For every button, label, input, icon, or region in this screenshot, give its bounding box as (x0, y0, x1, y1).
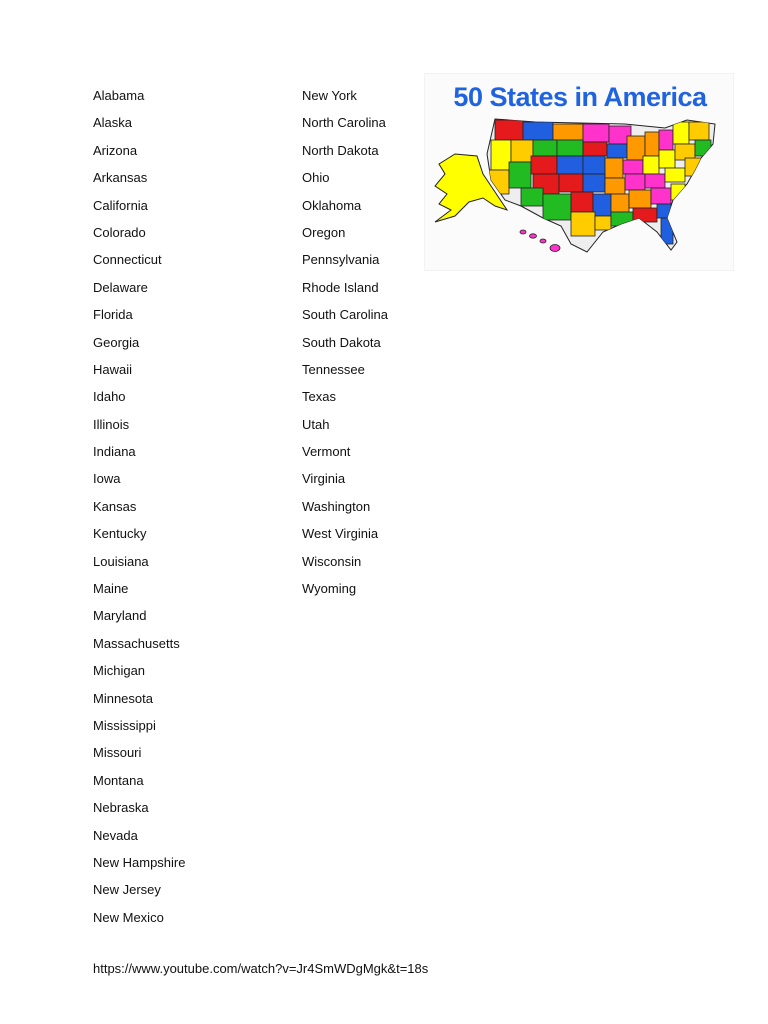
state-list-item: West Virginia (302, 526, 379, 542)
state-tile (571, 192, 593, 212)
state-list-item: North Dakota (302, 142, 379, 158)
state-list-item: Texas (302, 389, 336, 405)
state-list-item: Georgia (93, 334, 140, 350)
state-list-item: Iowa (93, 471, 121, 487)
footer-url-link[interactable]: https://www.youtube.com/watch?v=Jr4SmWDgMgk&t=18s (93, 961, 429, 976)
state-tile (685, 158, 701, 176)
state-list-item: Alabama (93, 88, 145, 103)
states-list-column-2 (302, 82, 388, 602)
state-list-item: Minnesota (93, 690, 153, 706)
state-list-item: Utah (302, 416, 330, 432)
state-tile (571, 212, 595, 236)
state-tile (605, 158, 623, 178)
state-tile (583, 156, 605, 174)
state-list-item: Maine (93, 581, 129, 597)
state-list-item: Washington (302, 498, 371, 514)
state-list-item: South Carolina (302, 307, 388, 323)
state-list-item: Arizona (93, 142, 138, 158)
state-list-item: Louisiana (93, 553, 149, 569)
state-tile (559, 174, 583, 192)
state-tile (605, 178, 625, 194)
us-states-map (425, 114, 735, 264)
state-list-item: Rhode Island (302, 279, 379, 295)
state-tile (629, 190, 651, 208)
state-list-item: Indiana (93, 444, 136, 460)
state-tile (583, 174, 605, 192)
states-list-column-1 (93, 82, 185, 931)
state-tile (643, 156, 659, 174)
state-list-item: Arkansas (93, 170, 148, 186)
state-tile (583, 124, 609, 142)
state-tile (651, 188, 671, 204)
state-tile (543, 194, 571, 220)
state-list-item: Connecticut (93, 252, 162, 268)
state-list-item: Colorado (93, 224, 146, 240)
state-list-item: Oklahoma (302, 197, 362, 213)
hawaii-shape (520, 230, 560, 252)
state-list-item: Kentucky (93, 526, 147, 542)
state-tile (627, 136, 645, 160)
state-list-item: Montana (93, 772, 144, 788)
state-tile (523, 122, 553, 140)
map-title: 50 States in America (453, 82, 707, 112)
state-tile (623, 160, 643, 174)
state-list-item: Pennsylvania (302, 252, 380, 268)
state-tile (695, 140, 711, 156)
state-list-item: California (93, 197, 148, 213)
state-list-item: Wyoming (302, 581, 357, 597)
state-list-item: New Jersey (93, 882, 161, 898)
state-tile (659, 130, 673, 150)
state-tile (521, 188, 543, 206)
state-list-item: Delaware (93, 279, 148, 295)
state-list-item: New Mexico (93, 909, 164, 925)
state-tile (557, 140, 583, 156)
state-tile (689, 122, 709, 140)
state-list-item: Alaska (93, 115, 133, 131)
state-tile (611, 194, 629, 212)
state-list-item: Wisconsin (302, 553, 362, 569)
state-list-item: Nebraska (93, 800, 149, 816)
state-tile (673, 122, 689, 144)
state-tile (531, 156, 557, 174)
state-list-item: New Hampshire (93, 854, 186, 870)
state-tile (557, 156, 583, 174)
state-list-item: Illinois (93, 416, 130, 432)
state-tile (533, 140, 557, 156)
state-list-item: Maryland (93, 608, 147, 624)
state-tile (633, 208, 657, 222)
state-list-item: Missouri (93, 745, 142, 761)
us-map-figure (424, 73, 734, 271)
state-list-item: Mississippi (93, 717, 156, 733)
state-tile (595, 216, 611, 230)
state-tile (583, 142, 607, 156)
state-list-item: Kansas (93, 498, 137, 514)
state-list-item: Vermont (302, 444, 351, 460)
state-tile (593, 194, 611, 216)
state-tile (665, 168, 685, 182)
state-list-item: Ohio (302, 170, 330, 186)
state-list-item: Nevada (93, 827, 138, 843)
state-list-item: Massachusetts (93, 635, 180, 651)
state-tile (645, 174, 665, 188)
state-list-item: Idaho (93, 389, 126, 405)
state-tile (553, 124, 583, 140)
state-list-item: Hawaii (93, 361, 133, 377)
state-list-item: Michigan (93, 663, 146, 679)
state-tile (495, 120, 523, 140)
state-tiles (487, 120, 711, 244)
state-list-item: Florida (93, 307, 133, 323)
state-list-item: Tennessee (302, 361, 365, 377)
state-list-item: Virginia (302, 471, 346, 487)
state-tile (511, 140, 533, 162)
state-tile (671, 184, 685, 200)
state-tile (645, 132, 659, 156)
state-list-item: Oregon (302, 224, 346, 240)
state-tile (607, 144, 627, 158)
state-tile (625, 174, 645, 190)
state-tile (659, 150, 675, 168)
state-tile (491, 140, 511, 170)
state-list-item: New York (302, 88, 357, 103)
state-list-item: North Carolina (302, 115, 386, 131)
state-tile (509, 162, 531, 188)
state-list-item: South Dakota (302, 334, 381, 350)
state-tile (657, 204, 671, 218)
